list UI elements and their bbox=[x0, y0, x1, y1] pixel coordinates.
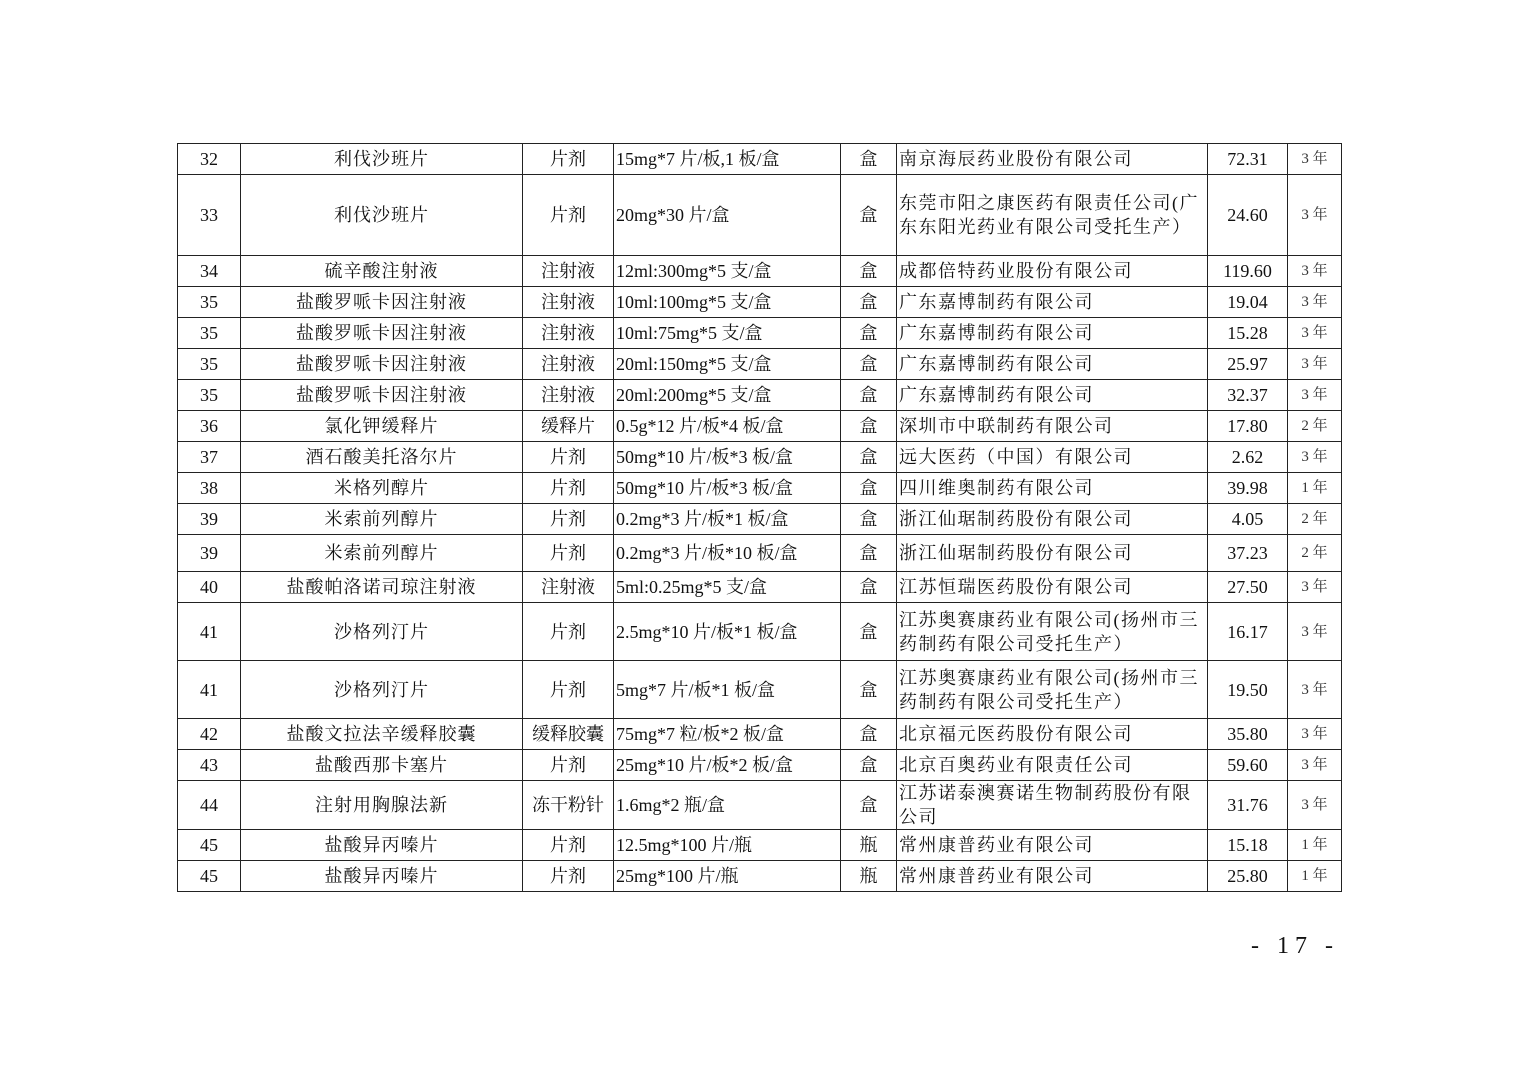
dosage-form-cell: 缓释胶囊 bbox=[523, 719, 614, 750]
table-body bbox=[178, 144, 1342, 892]
drug-name-cell: 沙格列汀片 bbox=[241, 661, 523, 719]
row-number-cell: 35 bbox=[178, 349, 241, 380]
drug-name-cell: 盐酸西那卡塞片 bbox=[241, 750, 523, 781]
validity-period-cell: 3 年 bbox=[1288, 175, 1342, 256]
table-row bbox=[178, 750, 1342, 781]
validity-period-cell: 3 年 bbox=[1288, 318, 1342, 349]
row-number-cell: 44 bbox=[178, 781, 241, 830]
row-number-cell: 32 bbox=[178, 144, 241, 175]
row-number-cell: 33 bbox=[178, 175, 241, 256]
drug-name-cell: 盐酸罗哌卡因注射液 bbox=[241, 318, 523, 349]
validity-period-cell: 3 年 bbox=[1288, 719, 1342, 750]
table-row bbox=[178, 442, 1342, 473]
specification-cell: 1.6mg*2 瓶/盒 bbox=[614, 781, 841, 830]
drug-name-cell: 盐酸罗哌卡因注射液 bbox=[241, 287, 523, 318]
package-unit-cell: 盒 bbox=[841, 603, 897, 661]
page-number: - 17 - bbox=[1251, 933, 1339, 959]
manufacturer-cell: 深圳市中联制药有限公司 bbox=[897, 411, 1208, 442]
drug-name-cell: 盐酸异丙嗪片 bbox=[241, 830, 523, 861]
manufacturer-cell: 常州康普药业有限公司 bbox=[897, 830, 1208, 861]
manufacturer-cell: 北京福元医药股份有限公司 bbox=[897, 719, 1208, 750]
package-unit-cell: 盒 bbox=[841, 442, 897, 473]
specification-cell: 10ml:100mg*5 支/盒 bbox=[614, 287, 841, 318]
specification-cell: 12ml:300mg*5 支/盒 bbox=[614, 256, 841, 287]
table-row bbox=[178, 572, 1342, 603]
drug-name-cell: 米索前列醇片 bbox=[241, 535, 523, 572]
package-unit-cell: 盒 bbox=[841, 318, 897, 349]
package-unit-cell: 盒 bbox=[841, 144, 897, 175]
row-number-cell: 39 bbox=[178, 504, 241, 535]
manufacturer-cell: 江苏奥赛康药业有限公司(扬州市三药制药有限公司受托生产） bbox=[897, 661, 1208, 719]
validity-period-cell: 3 年 bbox=[1288, 287, 1342, 318]
table-row bbox=[178, 661, 1342, 719]
row-number-cell: 41 bbox=[178, 661, 241, 719]
specification-cell: 50mg*10 片/板*3 板/盒 bbox=[614, 473, 841, 504]
validity-period-cell: 3 年 bbox=[1288, 256, 1342, 287]
manufacturer-cell: 南京海辰药业股份有限公司 bbox=[897, 144, 1208, 175]
table-row bbox=[178, 175, 1342, 256]
package-unit-cell: 盒 bbox=[841, 535, 897, 572]
manufacturer-cell: 江苏恒瑞医药股份有限公司 bbox=[897, 572, 1208, 603]
price-cell: 59.60 bbox=[1208, 750, 1288, 781]
drug-price-table bbox=[177, 143, 1342, 892]
specification-cell: 15mg*7 片/板,1 板/盒 bbox=[614, 144, 841, 175]
table-row bbox=[178, 719, 1342, 750]
row-number-cell: 42 bbox=[178, 719, 241, 750]
validity-period-cell: 3 年 bbox=[1288, 349, 1342, 380]
dosage-form-cell: 片剂 bbox=[523, 830, 614, 861]
drug-name-cell: 利伐沙班片 bbox=[241, 144, 523, 175]
drug-name-cell: 酒石酸美托洛尔片 bbox=[241, 442, 523, 473]
price-cell: 37.23 bbox=[1208, 535, 1288, 572]
manufacturer-cell: 广东嘉博制药有限公司 bbox=[897, 287, 1208, 318]
row-number-cell: 40 bbox=[178, 572, 241, 603]
price-cell: 31.76 bbox=[1208, 781, 1288, 830]
validity-period-cell: 1 年 bbox=[1288, 830, 1342, 861]
row-number-cell: 45 bbox=[178, 861, 241, 892]
validity-period-cell: 3 年 bbox=[1288, 442, 1342, 473]
manufacturer-cell: 浙江仙琚制药股份有限公司 bbox=[897, 535, 1208, 572]
manufacturer-cell: 成都倍特药业股份有限公司 bbox=[897, 256, 1208, 287]
package-unit-cell: 盒 bbox=[841, 411, 897, 442]
price-cell: 25.97 bbox=[1208, 349, 1288, 380]
package-unit-cell: 盒 bbox=[841, 661, 897, 719]
manufacturer-cell: 浙江仙琚制药股份有限公司 bbox=[897, 504, 1208, 535]
table-row bbox=[178, 473, 1342, 504]
price-cell: 27.50 bbox=[1208, 572, 1288, 603]
table-row bbox=[178, 256, 1342, 287]
manufacturer-cell: 北京百奥药业有限责任公司 bbox=[897, 750, 1208, 781]
row-number-cell: 45 bbox=[178, 830, 241, 861]
dosage-form-cell: 片剂 bbox=[523, 861, 614, 892]
price-cell: 2.62 bbox=[1208, 442, 1288, 473]
row-number-cell: 43 bbox=[178, 750, 241, 781]
drug-name-cell: 盐酸帕洛诺司琼注射液 bbox=[241, 572, 523, 603]
manufacturer-cell: 广东嘉博制药有限公司 bbox=[897, 380, 1208, 411]
price-cell: 72.31 bbox=[1208, 144, 1288, 175]
table-row bbox=[178, 144, 1342, 175]
package-unit-cell: 盒 bbox=[841, 750, 897, 781]
specification-cell: 25mg*10 片/板*2 板/盒 bbox=[614, 750, 841, 781]
specification-cell: 0.2mg*3 片/板*1 板/盒 bbox=[614, 504, 841, 535]
dosage-form-cell: 片剂 bbox=[523, 473, 614, 504]
dosage-form-cell: 缓释片 bbox=[523, 411, 614, 442]
manufacturer-cell: 远大医药（中国）有限公司 bbox=[897, 442, 1208, 473]
specification-cell: 12.5mg*100 片/瓶 bbox=[614, 830, 841, 861]
drug-name-cell: 氯化钾缓释片 bbox=[241, 411, 523, 442]
row-number-cell: 34 bbox=[178, 256, 241, 287]
validity-period-cell: 3 年 bbox=[1288, 661, 1342, 719]
dosage-form-cell: 注射液 bbox=[523, 256, 614, 287]
table-row bbox=[178, 504, 1342, 535]
manufacturer-cell: 广东嘉博制药有限公司 bbox=[897, 318, 1208, 349]
validity-period-cell: 3 年 bbox=[1288, 603, 1342, 661]
table-row bbox=[178, 349, 1342, 380]
specification-cell: 0.5g*12 片/板*4 板/盒 bbox=[614, 411, 841, 442]
specification-cell: 10ml:75mg*5 支/盒 bbox=[614, 318, 841, 349]
manufacturer-cell: 东莞市阳之康医药有限责任公司(广东东阳光药业有限公司受托生产） bbox=[897, 175, 1208, 256]
specification-cell: 0.2mg*3 片/板*10 板/盒 bbox=[614, 535, 841, 572]
table-row bbox=[178, 781, 1342, 830]
row-number-cell: 41 bbox=[178, 603, 241, 661]
row-number-cell: 35 bbox=[178, 380, 241, 411]
package-unit-cell: 盒 bbox=[841, 719, 897, 750]
dosage-form-cell: 注射液 bbox=[523, 318, 614, 349]
specification-cell: 75mg*7 粒/板*2 板/盒 bbox=[614, 719, 841, 750]
specification-cell: 50mg*10 片/板*3 板/盒 bbox=[614, 442, 841, 473]
package-unit-cell: 盒 bbox=[841, 572, 897, 603]
validity-period-cell: 2 年 bbox=[1288, 504, 1342, 535]
price-cell: 32.37 bbox=[1208, 380, 1288, 411]
dosage-form-cell: 片剂 bbox=[523, 661, 614, 719]
dosage-form-cell: 注射液 bbox=[523, 572, 614, 603]
validity-period-cell: 1 年 bbox=[1288, 473, 1342, 504]
validity-period-cell: 3 年 bbox=[1288, 750, 1342, 781]
drug-name-cell: 沙格列汀片 bbox=[241, 603, 523, 661]
validity-period-cell: 3 年 bbox=[1288, 781, 1342, 830]
table-row bbox=[178, 535, 1342, 572]
specification-cell: 20ml:150mg*5 支/盒 bbox=[614, 349, 841, 380]
manufacturer-cell: 江苏诺泰澳赛诺生物制药股份有限公司 bbox=[897, 781, 1208, 830]
package-unit-cell: 瓶 bbox=[841, 861, 897, 892]
price-cell: 119.60 bbox=[1208, 256, 1288, 287]
price-cell: 24.60 bbox=[1208, 175, 1288, 256]
table-row bbox=[178, 380, 1342, 411]
package-unit-cell: 瓶 bbox=[841, 830, 897, 861]
price-cell: 39.98 bbox=[1208, 473, 1288, 504]
drug-name-cell: 盐酸异丙嗪片 bbox=[241, 861, 523, 892]
manufacturer-cell: 广东嘉博制药有限公司 bbox=[897, 349, 1208, 380]
package-unit-cell: 盒 bbox=[841, 287, 897, 318]
dosage-form-cell: 片剂 bbox=[523, 175, 614, 256]
drug-name-cell: 硫辛酸注射液 bbox=[241, 256, 523, 287]
price-cell: 15.28 bbox=[1208, 318, 1288, 349]
dosage-form-cell: 片剂 bbox=[523, 144, 614, 175]
table-row bbox=[178, 603, 1342, 661]
specification-cell: 20mg*30 片/盒 bbox=[614, 175, 841, 256]
dosage-form-cell: 片剂 bbox=[523, 442, 614, 473]
dosage-form-cell: 片剂 bbox=[523, 504, 614, 535]
drug-name-cell: 米格列醇片 bbox=[241, 473, 523, 504]
package-unit-cell: 盒 bbox=[841, 504, 897, 535]
price-cell: 25.80 bbox=[1208, 861, 1288, 892]
row-number-cell: 39 bbox=[178, 535, 241, 572]
package-unit-cell: 盒 bbox=[841, 380, 897, 411]
specification-cell: 5ml:0.25mg*5 支/盒 bbox=[614, 572, 841, 603]
package-unit-cell: 盒 bbox=[841, 175, 897, 256]
drug-name-cell: 盐酸罗哌卡因注射液 bbox=[241, 380, 523, 411]
dosage-form-cell: 注射液 bbox=[523, 287, 614, 318]
validity-period-cell: 3 年 bbox=[1288, 572, 1342, 603]
row-number-cell: 35 bbox=[178, 287, 241, 318]
validity-period-cell: 3 年 bbox=[1288, 380, 1342, 411]
package-unit-cell: 盒 bbox=[841, 349, 897, 380]
price-cell: 15.18 bbox=[1208, 830, 1288, 861]
specification-cell: 25mg*100 片/瓶 bbox=[614, 861, 841, 892]
drug-name-cell: 盐酸罗哌卡因注射液 bbox=[241, 349, 523, 380]
row-number-cell: 38 bbox=[178, 473, 241, 504]
table-row bbox=[178, 318, 1342, 349]
table-row bbox=[178, 287, 1342, 318]
price-cell: 35.80 bbox=[1208, 719, 1288, 750]
dosage-form-cell: 片剂 bbox=[523, 750, 614, 781]
package-unit-cell: 盒 bbox=[841, 781, 897, 830]
drug-name-cell: 米索前列醇片 bbox=[241, 504, 523, 535]
dosage-form-cell: 片剂 bbox=[523, 535, 614, 572]
price-cell: 16.17 bbox=[1208, 603, 1288, 661]
validity-period-cell: 2 年 bbox=[1288, 411, 1342, 442]
specification-cell: 5mg*7 片/板*1 板/盒 bbox=[614, 661, 841, 719]
row-number-cell: 36 bbox=[178, 411, 241, 442]
row-number-cell: 35 bbox=[178, 318, 241, 349]
table-row bbox=[178, 861, 1342, 892]
table-row bbox=[178, 411, 1342, 442]
manufacturer-cell: 江苏奥赛康药业有限公司(扬州市三药制药有限公司受托生产） bbox=[897, 603, 1208, 661]
dosage-form-cell: 冻干粉针 bbox=[523, 781, 614, 830]
package-unit-cell: 盒 bbox=[841, 256, 897, 287]
drug-name-cell: 利伐沙班片 bbox=[241, 175, 523, 256]
price-cell: 17.80 bbox=[1208, 411, 1288, 442]
manufacturer-cell: 四川维奥制药有限公司 bbox=[897, 473, 1208, 504]
price-cell: 19.04 bbox=[1208, 287, 1288, 318]
dosage-form-cell: 注射液 bbox=[523, 380, 614, 411]
price-cell: 19.50 bbox=[1208, 661, 1288, 719]
dosage-form-cell: 注射液 bbox=[523, 349, 614, 380]
drug-name-cell: 盐酸文拉法辛缓释胶囊 bbox=[241, 719, 523, 750]
specification-cell: 20ml:200mg*5 支/盒 bbox=[614, 380, 841, 411]
row-number-cell: 37 bbox=[178, 442, 241, 473]
table-row bbox=[178, 830, 1342, 861]
specification-cell: 2.5mg*10 片/板*1 板/盒 bbox=[614, 603, 841, 661]
manufacturer-cell: 常州康普药业有限公司 bbox=[897, 861, 1208, 892]
validity-period-cell: 2 年 bbox=[1288, 535, 1342, 572]
package-unit-cell: 盒 bbox=[841, 473, 897, 504]
drug-name-cell: 注射用胸腺法新 bbox=[241, 781, 523, 830]
price-cell: 4.05 bbox=[1208, 504, 1288, 535]
dosage-form-cell: 片剂 bbox=[523, 603, 614, 661]
validity-period-cell: 3 年 bbox=[1288, 144, 1342, 175]
validity-period-cell: 1 年 bbox=[1288, 861, 1342, 892]
